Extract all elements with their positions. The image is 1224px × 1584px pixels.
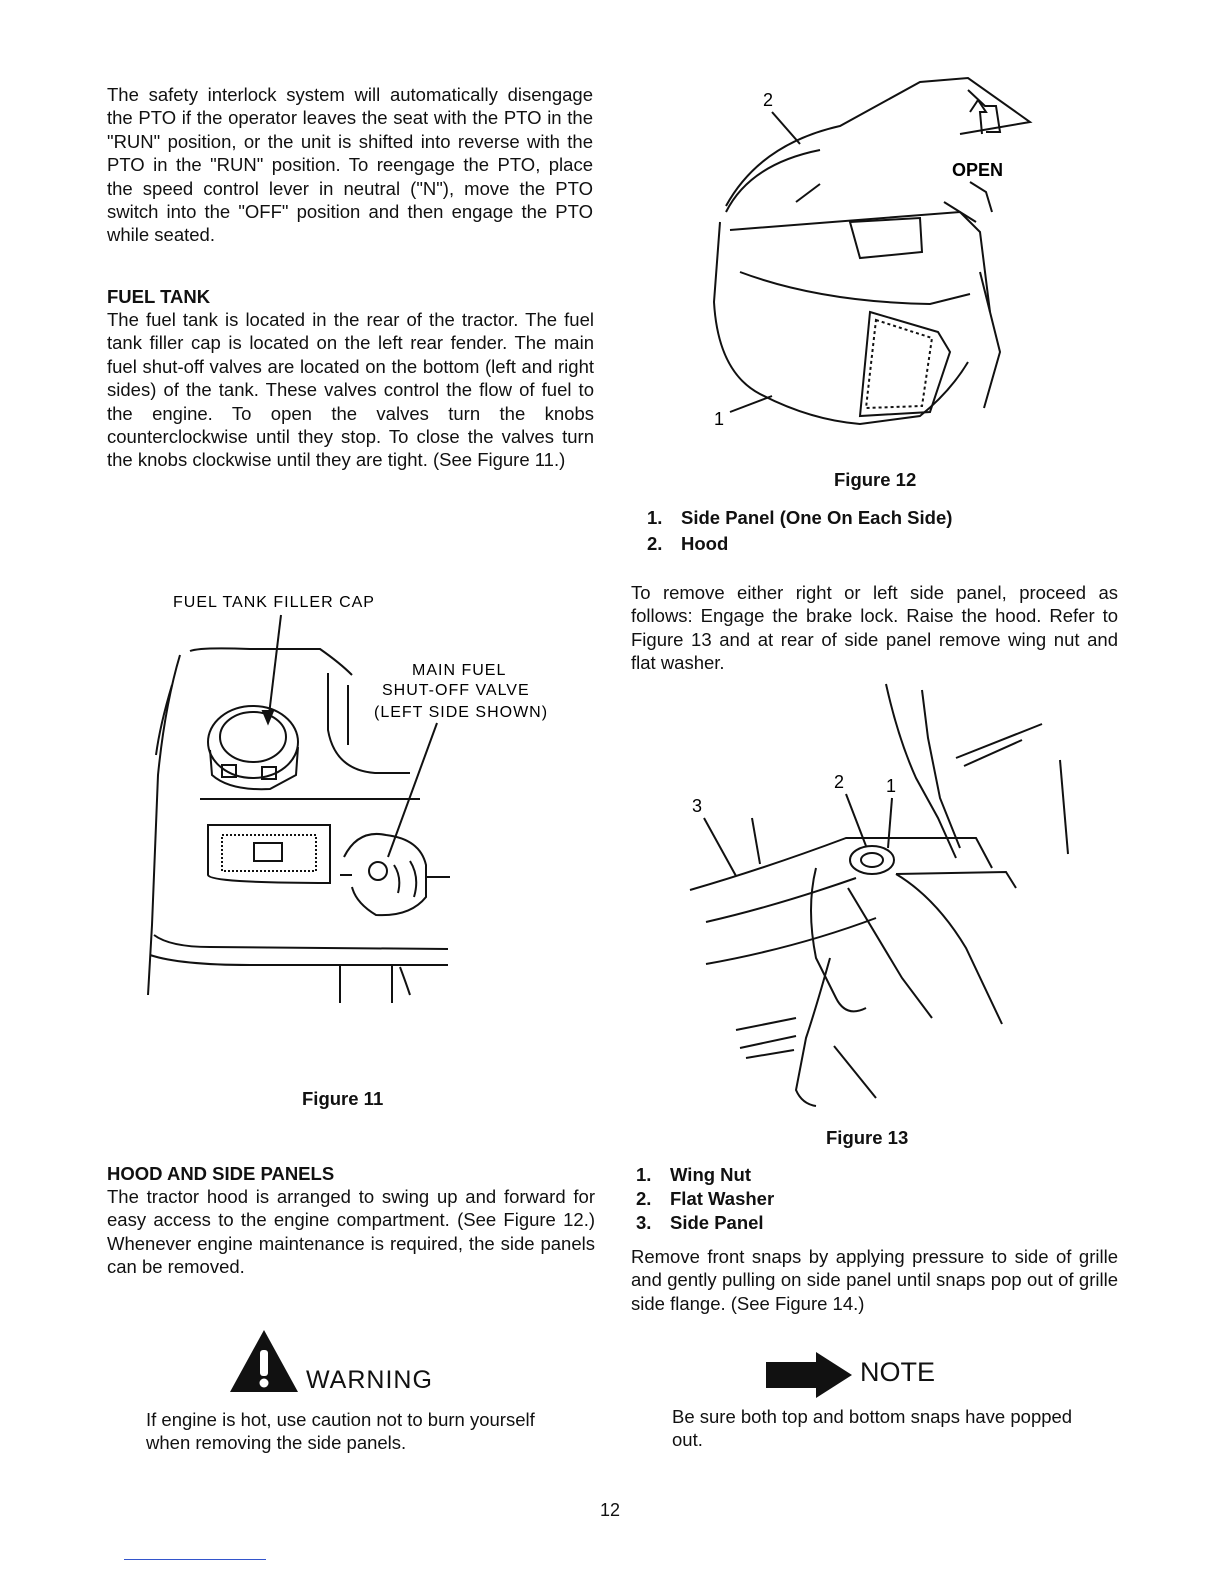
fig11-label-cap: FUEL TANK FILLER CAP	[173, 594, 375, 611]
remove-paragraph: To remove either right or left side panel, proceed as follows: Engage the brake lock. Raise the hood. Refer to Figure 13 and at rear of side panel remove wing nut and flat washer.	[631, 582, 1118, 674]
fig12-open-label: OPEN	[952, 160, 1004, 180]
scan-artifact-line	[124, 1559, 266, 1560]
fig13-callout-2: 2	[834, 772, 845, 792]
fuel-tank-illustration	[130, 585, 580, 1025]
arrow-right-icon	[764, 1352, 854, 1398]
legend-item: 1. Side Panel (One On Each Side)	[647, 507, 953, 528]
fig11-label-valve-line3: (LEFT SIDE SHOWN)	[374, 704, 549, 721]
fig11-label-valve-line1: MAIN FUEL	[412, 662, 507, 679]
legend-item: 3. Side Panel	[636, 1212, 764, 1233]
figure-13	[676, 678, 1086, 1120]
fuel-tank-heading: FUEL TANK	[107, 286, 211, 307]
figure-12-legend	[647, 505, 952, 557]
pto-paragraph: The safety interlock system will automatically disengage the PTO if the operator leaves the seat with the PTO in the "RUN" position, or the unit is shifted into reverse with the PTO in the "RUN" position. To reengage the PTO, place the speed control lever in neutral ("N"), move the PTO switch into the "OFF" position and then engage the PTO while seated.	[107, 84, 593, 246]
figure-11	[130, 585, 580, 1025]
hood-open-illustration	[700, 72, 1040, 464]
fig13-callout-1: 1	[886, 776, 897, 796]
hood-paragraph: The tractor hood is arranged to swing up and forward for easy access to the engine compartment. (See Figure 12.) Whenever engine maintenance is required, the side panels can be removed.	[107, 1186, 595, 1278]
figure-13-caption: Figure 13	[826, 1127, 909, 1148]
figure-12-caption: Figure 12	[834, 469, 917, 490]
note-block	[764, 1352, 964, 1398]
figure-12	[700, 72, 1040, 464]
figure-11-caption: Figure 11	[302, 1088, 384, 1109]
legend-item: 2. Hood	[647, 533, 729, 554]
warning-label: WARNING	[306, 1366, 433, 1394]
legend-item: 2. Flat Washer	[636, 1188, 775, 1209]
note-text: Be sure both top and bottom snaps have popped out.	[672, 1406, 1073, 1451]
fig11-label-valve-line2: SHUT-OFF VALVE	[382, 682, 530, 699]
snaps-paragraph: Remove front snaps by applying pressure to side of grille and gently pulling on side panel until snaps pop out of grille side flange. (See Figure 14.)	[631, 1246, 1118, 1314]
hood-heading: HOOD AND SIDE PANELS	[107, 1163, 335, 1184]
legend-item: 1. Wing Nut	[636, 1164, 752, 1185]
note-label: NOTE	[860, 1357, 936, 1387]
warning-triangle-icon	[228, 1326, 300, 1396]
fig13-callout-3: 3	[692, 796, 703, 816]
warning-text: If engine is hot, use caution not to burn yourself when removing the side panels.	[146, 1409, 535, 1454]
wing-nut-illustration	[676, 678, 1086, 1120]
page-number: 12	[600, 1500, 621, 1520]
fig12-callout-2: 2	[763, 90, 774, 110]
fuel-tank-paragraph: The fuel tank is located in the rear of the tractor. The fuel tank filler cap is located on the left rear fender. The main fuel shut-off valves are located on the bottom (left and right sides) of the tank. These valves control the flow of fuel to the engine. To open the valves turn the knobs counterclockwise until they stop. To close the valves turn the knobs clockwise until they are tight. (See Figure 11.)	[107, 309, 594, 471]
warning-block	[228, 1326, 488, 1396]
figure-13-legend	[636, 1163, 774, 1235]
fig12-callout-1: 1	[714, 409, 725, 429]
